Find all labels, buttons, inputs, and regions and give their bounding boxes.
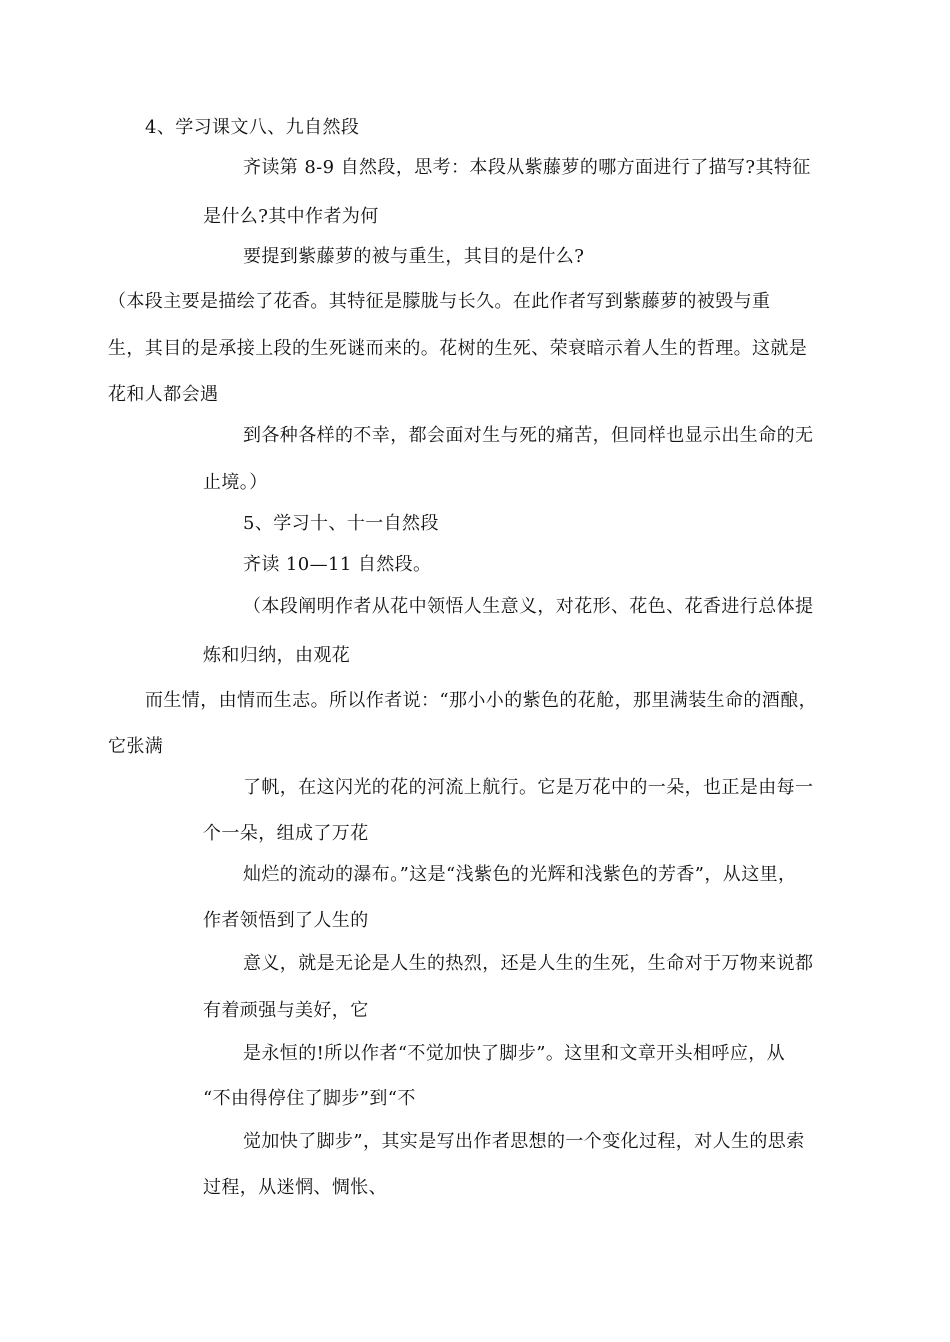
- paragraph-line: 齐读 10—11 自然段。: [243, 554, 432, 575]
- paragraph-line: 有着顽强与美好，它: [203, 1000, 369, 1021]
- paragraph-line: 作者领悟到了人生的: [203, 910, 369, 931]
- paragraph-line: 它张满: [108, 736, 164, 757]
- paragraph-line: 意义，就是无论是人生的热烈，还是人生的生死，生命对于万物来说都: [243, 953, 814, 974]
- paragraph-line: 炼和归纳，由观花: [203, 645, 351, 666]
- section-heading-5: 5、学习十、十一自然段: [243, 513, 439, 534]
- paragraph-line: 而生情，由情而生志。所以作者说：“那小小的紫色的花舱，那里满装生命的酒酿，: [145, 690, 817, 711]
- paragraph-line: 个一朵，组成了万花: [203, 823, 369, 844]
- paragraph-line: （本段阐明作者从花中领悟人生意义，对花形、花色、花香进行总体提: [243, 596, 814, 617]
- paragraph-line: 灿烂的流动的瀑布。”这是“浅紫色的光辉和浅紫色的芳香”，从这里，: [243, 864, 797, 885]
- paragraph-line: 是什么?其中作者为何: [203, 206, 379, 227]
- paragraph-line: 止境。）: [203, 472, 268, 493]
- section-heading-4: 4、学习课文八、九自然段: [145, 117, 360, 138]
- paragraph-line: （本段主要是描绘了花香。其特征是朦胧与长久。在此作者写到紫藤萝的被毁与重: [108, 291, 771, 312]
- paragraph-line: 齐读第 8-9 自然段，思考：本段从紫藤萝的哪方面进行了描写?其特征: [243, 157, 811, 178]
- paragraph-line: 过程，从迷惘、惆怅、: [203, 1177, 387, 1198]
- paragraph-line: 觉加快了脚步”，其实是写出作者思想的一个变化过程，对人生的思索: [243, 1131, 805, 1152]
- paragraph-line: 生，其目的是承接上段的生死谜而来的。花树的生死、荣衰暗示着人生的哲理。这就是: [108, 338, 808, 359]
- paragraph-line: 到各种各样的不幸，都会面对生与死的痛苦，但同样也显示出生命的无: [243, 425, 814, 446]
- paragraph-line: “不由得停住了脚步”到“不: [203, 1088, 416, 1109]
- paragraph-line: 是永恒的!所以作者“不觉加快了脚步”。这里和文章开头相呼应，从: [243, 1043, 786, 1064]
- paragraph-line: 花和人都会遇: [108, 384, 219, 405]
- paragraph-line: 了帆，在这闪光的花的河流上航行。它是万花中的一朵，也正是由每一: [243, 777, 814, 798]
- paragraph-line: 要提到紫藤萝的被与重生，其目的是什么?: [243, 246, 585, 267]
